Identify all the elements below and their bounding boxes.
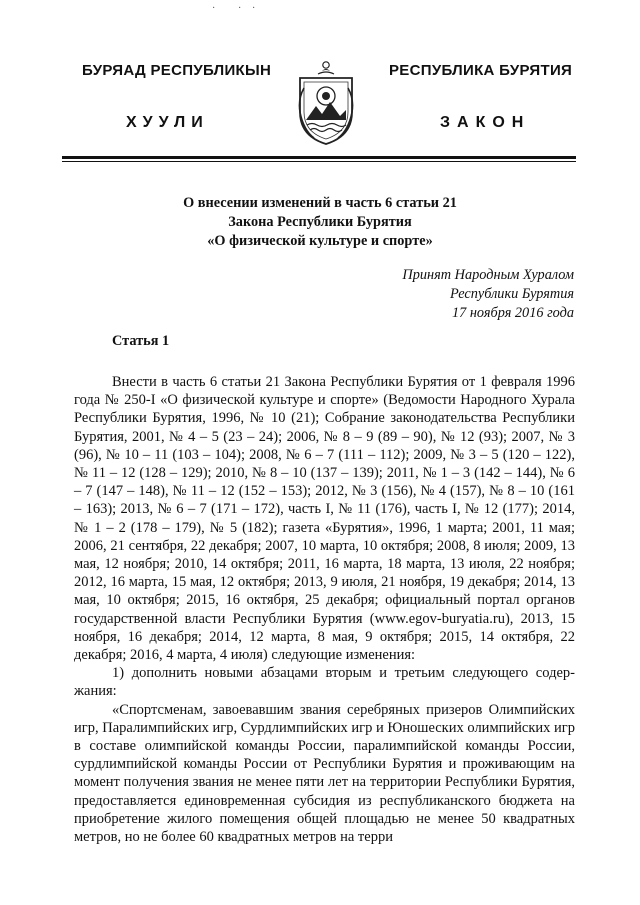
scan-mark: · (252, 3, 256, 14)
header-rule-thick (62, 156, 576, 159)
header-rule-thin (62, 161, 576, 162)
buryat-law-label: ХУУЛИ (126, 114, 209, 131)
russian-republic-name: РЕСПУБЛИКА БУРЯТИЯ (389, 62, 573, 79)
adoption-date: 17 ноября 2016 года (451, 305, 574, 321)
coat-of-arms-icon (292, 58, 360, 148)
law-title-line: Закона Республики Бурятия (228, 214, 412, 230)
article-paragraph: 1) дополнить новыми абзацами вторым и третьим следующего содержания: (74, 665, 575, 700)
scan-mark: · (212, 3, 216, 14)
adoption-note-line: Республики Бурятия (450, 286, 574, 302)
adoption-note (402, 266, 574, 323)
law-title-line: О внесении изменений в часть 6 статьи 21 (183, 195, 457, 211)
law-title-line: «О физической культуре и спорте» (207, 233, 433, 249)
buryat-republic-name: БУРЯАД РЕСПУБЛИКЫН (82, 62, 272, 79)
article-paragraph: Внести в часть 6 статьи 21 Закона Республики Бурятия от 1 февраля 1996 года № 250-I «О физической культуре и спорте» (Ведомости Народного Хурала Республики Бурятия, 1996, № 10 (21); Собрание законодательства Республики Бурятия, 2001, № 4 – 5 (23 – 24); 2006, № 8 – 9 (89 – 90), № 12 (93); 2007, № 3 (96), № 10 – 11 (103 – 104); 2008, № 6 – 7 (111 – 112); 2009, № 3 – 5 (120 – 122), № 11 – 12 (128 – 129); 2010, № 8 – 10 (137 – 139); 2011, № 1 – 3 (142 – 144), № 6 – 7 (147 – 148), № 11 – 12 (152 – 153); 2012, № 3 (156), № 4 (157), № 8 – 10 (161 – 163); 2013, № 6 – 7 (171 – 172), часть I, № 11 (176), часть I, № 12 (177); 2014, № 1 – 2 (178 – 179), № 5 (182); газета «Бурятия», 1996, 1 марта; 2001, 11 мая; 2006, 21 сентября, 22 декабря; 2007, 10 марта, 10 октября; 2008, 8 июля; 2009, 13 мая, 12 ноября; 2010, 14 октября; 2011, 16 марта, 18 марта, 13 июля, 22 ноября; 2012, 16 марта, 15 мая, 12 октября; 2013, 9 июля, 21 ноября, 19 декабря; 2014, 13 мая, 10 октября; 2015, 16 октября, 25 декабря; официальный портал органов государственной власти Республики Бурятия (www.egov-buryatia.ru), 2013, 15 ноября, 16 декабря; 2014, 12 марта, 8 мая, 9 октября; 2015, 14 октября, 22 декабря; 2016, 4 марта, 4 июля) следующие изменения: (74, 374, 575, 664)
article-body (74, 373, 575, 846)
article-paragraph: «Спортсменам, завоевавшим звания серебряных призеров Олимпийских игр, Паралимпийских игр, Сурдлимпийских игр и Юношеских олимпийских игр в составе олимпийской команды России, паралимпийской команды России, сурдлимпийской команды России от Республики Бурятия и проживающим на момент получения звания не менее пяти лет на территории Республики Бурятия, предоставляется единовременная субсидия из республиканского бюджета на приобретение жилого помещения общей площадью не менее 50 квадратных метров, но не более 60 квадратных метров на терри (74, 701, 575, 846)
adoption-note-line: Принят Народным Хуралом (402, 267, 574, 283)
law-title (0, 194, 640, 251)
article-heading: Статья 1 (112, 333, 170, 349)
scan-mark: · (238, 3, 242, 14)
russian-law-label: ЗАКОН (440, 114, 531, 131)
